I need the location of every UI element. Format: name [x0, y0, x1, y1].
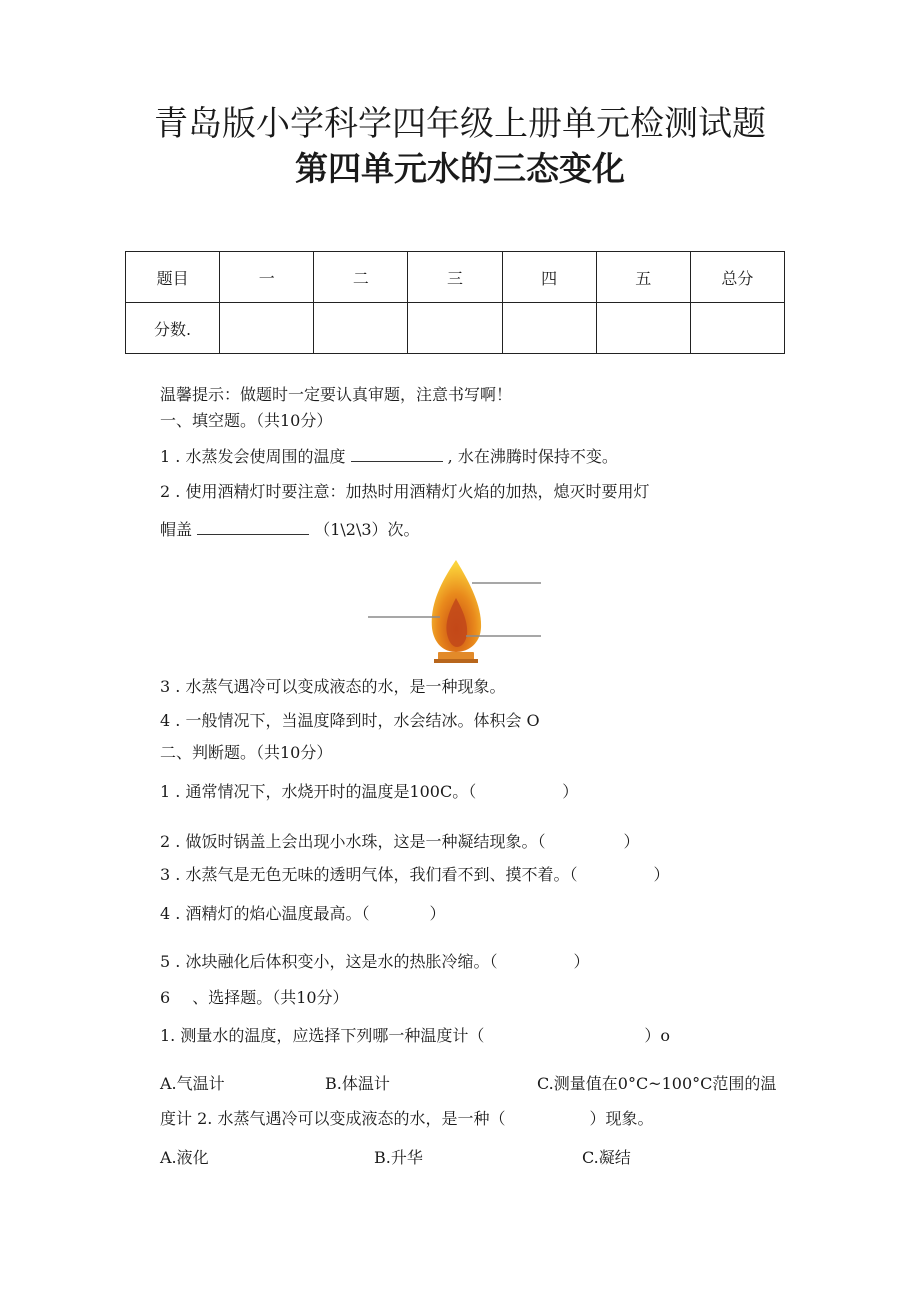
judge-q2-text: 2 . 做饭时锅盖上会出现小水珠，这是一种凝结现象。（ — [160, 832, 546, 851]
fill-q1-text-a: 1 . 水蒸发会使周围的温度 — [160, 447, 346, 466]
judge-question-4 — [160, 903, 445, 925]
judge-question-2 — [160, 831, 639, 853]
score-header-cell: 题目 — [126, 252, 220, 303]
choice-question-1 — [160, 1025, 670, 1047]
score-cell[interactable] — [502, 303, 596, 354]
score-cell[interactable] — [596, 303, 690, 354]
score-header-cell: 三 — [408, 252, 502, 303]
fill-q1-blank[interactable] — [351, 445, 443, 462]
choice-q1-option-a[interactable]: A.气温计 — [160, 1074, 225, 1093]
fill-question-2-cont — [160, 518, 420, 541]
judge-q2-end: ） — [623, 832, 640, 851]
choice-q2-end: ）现象。 — [589, 1109, 654, 1128]
score-cell[interactable] — [408, 303, 502, 354]
score-header-cell: 五 — [596, 252, 690, 303]
judge-question-5 — [160, 951, 589, 973]
choice-q1-end: ）o — [644, 1026, 670, 1045]
choice-question-2 — [160, 1108, 653, 1130]
page-title: 青岛版小学科学四年级上册单元检测试题 — [154, 104, 766, 144]
section3-heading-num: 6 — [160, 988, 171, 1007]
fill-q2-text-b: 帽盖 — [160, 520, 193, 539]
score-table-score-row — [126, 303, 785, 354]
judge-q1-text: 1 . 通常情况下，水烧开时的温度是100C。（ — [160, 782, 477, 801]
score-header-cell: 四 — [502, 252, 596, 303]
judge-q5-text: 5 . 冰块融化后体积变小，这是水的热胀冷缩。（ — [160, 952, 498, 971]
fill-q2-blank[interactable] — [197, 518, 309, 535]
choice-q2-text: 度计 2. 水蒸气遇冷可以变成液态的水，是一种（ — [160, 1109, 506, 1128]
tip-text: 温馨提示：做题时一定要认真审题，注意书写啊！ — [160, 385, 513, 404]
fill-question-1 — [160, 445, 618, 468]
page-subtitle: 第四单元水的三态变化 — [295, 149, 625, 188]
score-table — [125, 251, 785, 354]
section2-heading: 二、判断题。（共10分） — [160, 743, 333, 762]
choice-q1-text: 1. 测量水的温度，应选择下列哪一种温度计（ — [160, 1026, 485, 1045]
score-header-cell: 二 — [314, 252, 408, 303]
flame-icon — [368, 558, 543, 664]
choice-q1-option-c[interactable]: C.测量值在0°C~100°C范围的温 — [537, 1074, 777, 1093]
fill-q2-text-c: （1\2\3）次。 — [314, 520, 420, 539]
choice-q2-option-c[interactable]: C.凝结 — [582, 1148, 631, 1167]
fill-question-3: 3 . 水蒸气遇冷可以变成液态的水，是一种现象。 — [160, 677, 506, 696]
score-header-cell: 总分 — [690, 252, 784, 303]
judge-q4-text: 4 . 酒精灯的焰心温度最高。（ — [160, 904, 370, 923]
judge-question-3 — [160, 864, 669, 886]
judge-question-1 — [160, 781, 578, 803]
judge-q1-end: ） — [562, 782, 579, 801]
score-cell[interactable] — [314, 303, 408, 354]
judge-q5-end: ） — [573, 952, 590, 971]
score-table-header-row — [126, 252, 785, 303]
fill-q2-text-a: 2 . 使用酒精灯时要注意：加热时用酒精灯火焰的加热，熄灭时要用灯 — [160, 482, 650, 501]
choice-q2-option-a[interactable]: A.液化 — [160, 1148, 209, 1167]
score-header-cell: 一 — [220, 252, 314, 303]
section1-heading: 一、填空题。（共10分） — [160, 411, 333, 430]
alcohol-lamp-flame-image — [368, 558, 543, 664]
section3-heading — [160, 987, 349, 1009]
choice-q2-option-b[interactable]: B.升华 — [374, 1148, 423, 1167]
judge-q3-end: ） — [653, 865, 670, 884]
score-cell[interactable] — [690, 303, 784, 354]
score-cell[interactable] — [220, 303, 314, 354]
fill-question-4: 4 . 一般情况下，当温度降到时，水会结冰。体积会 O — [160, 711, 540, 730]
section3-heading-text: 、选择题。（共10分） — [192, 988, 349, 1007]
choice-q1-option-b[interactable]: B.体温计 — [325, 1074, 390, 1093]
score-row-label: 分数. — [126, 303, 220, 354]
judge-q4-end: ） — [429, 904, 446, 923]
fill-q1-text-b: , 水在沸腾时保持不变。 — [447, 447, 618, 466]
judge-q3-text: 3 . 水蒸气是无色无味的透明气体，我们看不到、摸不着。（ — [160, 865, 578, 884]
